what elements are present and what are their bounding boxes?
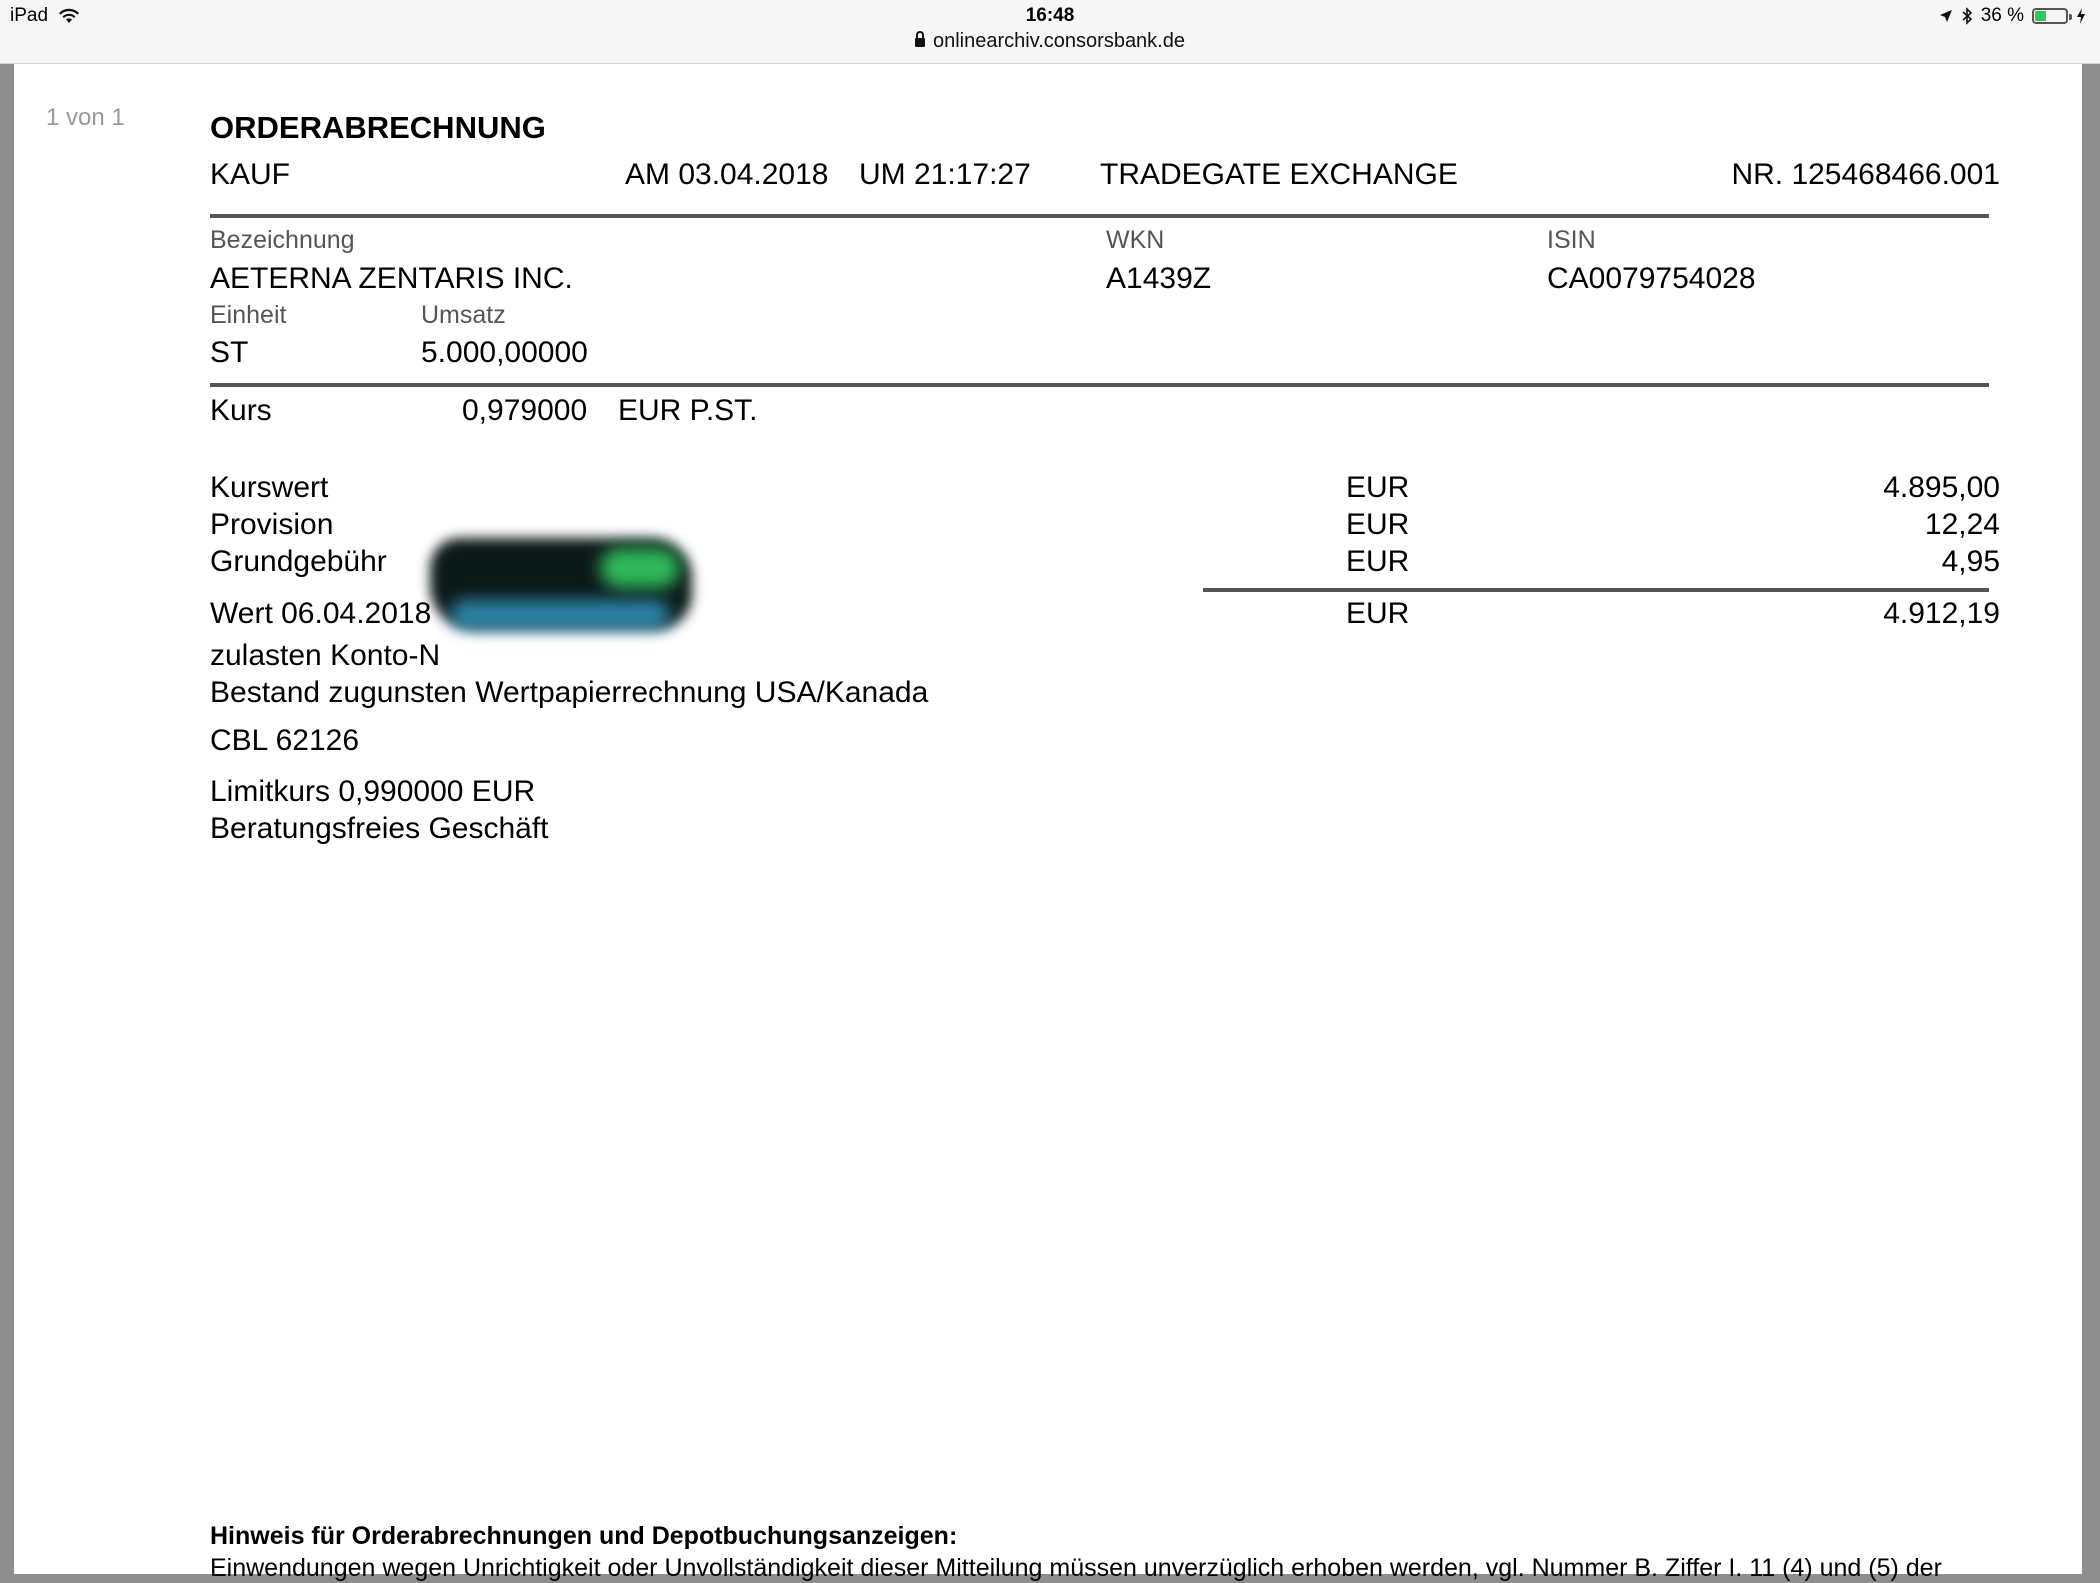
label-einheit: Einheit bbox=[210, 301, 287, 329]
einheit-value: ST bbox=[210, 336, 249, 369]
line-currency: EUR bbox=[1346, 471, 1410, 504]
ios-status-bar bbox=[0, 0, 2100, 64]
limit-line: Limitkurs 0,990000 EUR bbox=[210, 775, 536, 808]
wkn-value: A1439Z bbox=[1106, 262, 1212, 295]
total-amount: 4.912,19 bbox=[1883, 597, 2000, 630]
cbl-line: CBL 62126 bbox=[210, 724, 360, 757]
total-currency: EUR bbox=[1346, 597, 1410, 630]
order-number: NR. 125468466.001 bbox=[1731, 158, 2000, 191]
line-currency: EUR bbox=[1346, 508, 1410, 541]
battery-percent: 36 % bbox=[1980, 5, 2024, 26]
device-label: iPad bbox=[10, 5, 49, 26]
line-amount: 4.895,00 bbox=[1883, 471, 2000, 504]
redaction-scribble-blue bbox=[450, 600, 670, 630]
bluetooth-icon bbox=[1961, 7, 1973, 25]
advice-line: Beratungsfreies Geschäft bbox=[210, 812, 549, 845]
account-line: zulasten Konto-N bbox=[210, 639, 441, 672]
security-divider bbox=[210, 383, 1989, 387]
line-label: Grundgebühr bbox=[210, 545, 387, 578]
lock-icon bbox=[915, 38, 925, 47]
umsatz-value: 5.000,00000 bbox=[421, 336, 588, 369]
clock: 16:48 bbox=[1025, 5, 1075, 26]
label-isin: ISIN bbox=[1547, 226, 1596, 254]
line-label: Kurswert bbox=[210, 471, 329, 504]
total-divider bbox=[1203, 588, 1989, 592]
order-time: UM 21:17:27 bbox=[859, 158, 1031, 191]
hint-title: Hinweis für Orderabrechnungen und Depotbuchungsanzeigen: bbox=[210, 1522, 958, 1550]
kurs-unit: EUR P.ST. bbox=[618, 394, 758, 427]
page-indicator: 1 von 1 bbox=[46, 104, 125, 131]
line-amount: 4,95 bbox=[1941, 545, 2000, 578]
security-name: AETERNA ZENTARIS INC. bbox=[210, 262, 573, 295]
label-bezeichnung: Bezeichnung bbox=[210, 226, 355, 254]
isin-value: CA0079754028 bbox=[1547, 262, 1756, 295]
line-currency: EUR bbox=[1346, 545, 1410, 578]
hint-text: Einwendungen wegen Unrichtigkeit oder Unvollständigkeit dieser Mitteilung müssen unverzüglich erhoben werden, vgl. Nummer B. Ziffer I. 11 (4) und (5) der bbox=[210, 1554, 1942, 1582]
order-date: AM 03.04.2018 bbox=[625, 158, 829, 191]
location-arrow-icon bbox=[1939, 9, 1953, 23]
line-amount: 12,24 bbox=[1924, 508, 2000, 541]
order-type: KAUF bbox=[210, 158, 291, 191]
pdf-page bbox=[14, 64, 2082, 1582]
url-text: onlinearchiv.consorsbank.de bbox=[932, 30, 1185, 52]
status-right bbox=[1939, 5, 2086, 27]
total-label: Wert 06.04.2018 bbox=[210, 597, 432, 630]
bestand-line: Bestand zugunsten Wertpapierrechnung USA/Kanada bbox=[210, 676, 929, 709]
battery-level bbox=[2035, 11, 2046, 21]
label-umsatz: Umsatz bbox=[421, 301, 506, 329]
charging-bolt-icon bbox=[2076, 8, 2086, 24]
redaction-scribble-green bbox=[600, 548, 680, 588]
label-wkn: WKN bbox=[1106, 226, 1165, 254]
exchange-name: TRADEGATE EXCHANGE bbox=[1100, 158, 1458, 191]
battery-icon bbox=[2032, 8, 2068, 24]
address-bar[interactable] bbox=[0, 30, 2100, 53]
line-label: Provision bbox=[210, 508, 334, 541]
document-title: ORDERABRECHNUNG bbox=[210, 110, 546, 145]
header-divider bbox=[210, 214, 1989, 218]
label-kurs: Kurs bbox=[210, 394, 272, 427]
kurs-value: 0,979000 bbox=[462, 394, 588, 427]
